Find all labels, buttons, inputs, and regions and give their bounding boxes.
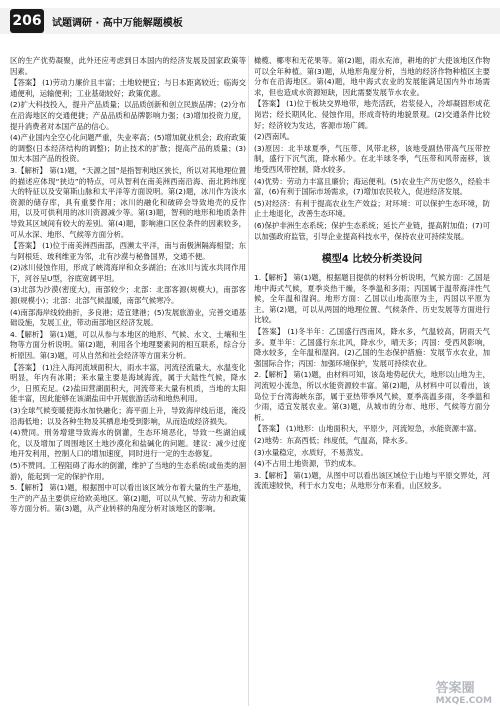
paragraph: (3)北部为沙漠(密度大)，南部较少；北部：北部客源(规模大)，南部客源(规模小)；北部：北部气候温暖，南部气候寒冷。 <box>10 285 246 306</box>
section-title: 模型4 比较分析类设问 <box>321 254 423 266</box>
paragraph: (4)南部海岸线较曲折，多良港；适宜建港；(5)发展旅游业，完善交通基础设施，发展工业，带动南部地区经济发展。 <box>10 307 246 328</box>
paragraph: (4)产业国内全空心化问题严重，失业率高；(5)增加就业机会；政府政策的调整(日本经济结构的调整)；防止技术的扩散；提高产品的质量；(3)加大本国产品的投资。 <box>10 133 246 164</box>
paragraph: 【答案】 (1)位于板块交界地带，地壳活跃，岩浆侵入，冷却凝固形成花岗岩；经长期风化、侵蚀作用，形成奇特的地貌景观。(2)交通条件比较好；经济较为发达，客源市场广阔。 <box>254 99 490 130</box>
paragraph: 5.【解析】 第(1)题，根据图中可以看出该区域分布着大量的生产基地，生产的产品主要供应给欧美地区。第(2)题，可以从气候、劳动力和政策等方面分析。第(3)题，从产业转移的角度分析对该地区的影响。 <box>10 483 246 514</box>
paragraph: (4)不占用土地资源，节约成本。 <box>254 459 361 469</box>
paragraph: 【答案】 (1)劳动力廉价且丰富；土地较便宜；与日本距离较近；临海交通便利，运输便利；工业基础较好；政策优惠。 <box>10 78 246 98</box>
paragraph: 3.【解析】 第(1)题，“天源之国”是指智利地区狭长，所以对其地理位置的描述应体现“狭边”的特点，可从智利在南美洲西南沿海、南北跨纬度大的特征以及安第斯山脉和太平洋等方面说明。第(2)题，冰川作为淡水资源的储存库，具有重要作用；冰川的融化和破碎会导致地壳的反作用，以及可供利用的冰川资源减少等。第(3)题，智利的地形和地质条件导致其区域间有较大的差别。第(4)题，影响港口区位条件的因素较多，可从水深、地形、气候等方面分析。 <box>10 165 246 239</box>
paragraph: (4)优势：劳动力丰富且廉价；海运便利。(5)农业生产历史悠久，经验丰富，(6)有利于国际市场需求，(7)增加农民收入，促进经济发展。 <box>254 176 490 197</box>
paragraph: (3)原因：北半球夏季，气压带、风带北移，该地受副热带高气压带控制，盛行下沉气流，降水稀少。在北半球冬季，气压带和风带南移，该地受西风带控制，降水较多。 <box>254 143 490 174</box>
paragraph: (4)赞同。刑务增建导致海水的倒灌，生态环境恶化，导致一些湖泊咸化，以及增加了周围地区土地沙漠化和盐碱化的问题。建议：减少过度地开发利用，控制人口的增加速度，同时进行一定的生态修复。 <box>10 428 246 459</box>
paragraph: 1.【解析】 第(1)题，根据题目提供的材料分析说明，气候方面：乙国是地中海式气候，夏季炎热干燥，冬季温和多雨；丙国属于温带海洋性气候，全年温和湿润。地形方面：乙国以山地高原为主，丙国以平原为主。第(2)题，可以从两国的地理位置、气候条件、历史发展等方面进行比较。 <box>254 273 490 325</box>
watermark-line1: 答案圈 <box>435 681 475 696</box>
paragraph: (2)西南风。 <box>254 132 295 142</box>
paragraph: 4.【解析】 第(1)题，可以从参与本地区的地形、气候、水文、土壤和生物等方面分析说明。第(2)题，利用各个地理要素间的相互联系，综合分析原因。第(3)题，可从自然和社会经济等方面来分析。 <box>10 329 246 361</box>
watermark-logo <box>436 677 492 706</box>
book-title: 试题调研 · 高中万能解题模板 <box>52 18 183 29</box>
paragraph: (6)保护非洲生态系统；保护生态系统；延长产业链，提高附加值；(7)可以加强政府监管，引导企业提高科技水平，保持农业可持续发展。 <box>254 220 490 241</box>
paragraph: (2)扩大科技投入，提升产品质量；以品质创新和创立民族品牌；(2)分布在沿海地区的交通便捷；产品品质和品牌影响力强；(3)增加投资力度，提升消费者对本国产品的信心。 <box>10 100 246 131</box>
page-header <box>0 0 500 40</box>
paragraph: 橄榄、椰枣和无花果等。第(2)题，雨水充沛，耕地的扩大使该地区作物可以全年种植。第(3)题，从地形角度分析，当地的经济作物种植区主要分布在沿海地区。第(4)题，地中海式农业的发展能满足国内外市场需求，但也造成水资源短缺，因此需要发展节水农业。 <box>254 56 490 97</box>
paragraph: 【答案】 (1)地形：山地面积大，平原少，河流短急，水能资源丰富。 <box>254 424 482 434</box>
paragraph: 【答案】 (1)注入海河流域面积大，雨水丰富，河流径流量大，水温变化明显，年内有冰期；来水量主要是海域海流，属于大陆性气候，降水少，日照充足。(2)盐田营湖面积大，河流带来大量有机质，当地的太阳能丰富，因此能够在该湖盐田中开展旅游活动和地热利用。 <box>10 362 246 404</box>
paragraph: (2)冰川侵蚀作用，形成了峡湾海岸和众多湖泊；在冰川与流水共同作用下，河谷呈U型，谷底宽阔平坦。 <box>10 263 246 283</box>
paragraph: 【答案】 (1)冬半年：乙国盛行西南风，降水多，气温较高，阴雨天气多。夏半年：乙国盛行东北风，降水少，晴天多；丙国：受西风影响，降水较多，全年温和湿润。(2)乙国的生态保护措施：发展节水农业，加强国际合作；丙国：加强环境保护，发展可持续农业。 <box>254 327 490 368</box>
paragraph: (2)地势：东高西低；纬度低，气温高，降水多。 <box>254 436 413 445</box>
page-number: 206 <box>10 9 44 33</box>
paragraph: (5)不赞同。工程阻碍了海水的倒灌，维护了当地的生态系统(或鱼类的洄游)，能起到一定的保护作用。 <box>10 460 246 481</box>
right-column <box>254 56 490 493</box>
left-column <box>10 56 246 516</box>
paragraph: (3)全球气候变暖使海水加快融化；海平面上升，导致海岸线后退，淹没沿海低地；以及各种生物及其栖息地受到影响，从而造成经济损失。 <box>10 406 246 426</box>
paragraph: 2.【解析】 第(1)题，由材料可知，该岛地势起伏大，地形以山地为主，河流短小流急，所以水能资源较丰富。第(2)题，从材料中可以看出，该岛位于台湾海峡东部，属于亚热带季风气候，夏季高温多雨，冬季温和少雨，适宜发展农业。第(3)题，从城市的分布、地形、气候等方面分析。 <box>254 370 490 422</box>
watermark-line2: MXQE.COM <box>435 696 492 706</box>
paragraph: 【答案】 (1)位于南美洲西南部，西濒太平洋，南与南极洲隔海相望；东与阿根廷、玻利维亚为邻，北有沙漠与秘鲁国界，交通不便。 <box>10 241 246 261</box>
paragraph: 区的生产优势凝聚，此外还应考虑到日本国内的经济发展及国家政策等因素。 <box>10 56 246 76</box>
paragraph: (5)对经济：有利于提高农业生产效益；对环境：可以保护生态环境，防止土地退化，改善生态环境。 <box>254 198 490 219</box>
column-divider <box>248 56 249 706</box>
paragraph: (3)水量稳定，水质好，不易蒸发。 <box>254 447 368 457</box>
paragraph: 3.【解析】 第(1)题，从图中可以看出该区域位于山地与平原交界处，河流流速较快，利于水力发电；从地形分布来看，山区较多。 <box>254 470 490 491</box>
